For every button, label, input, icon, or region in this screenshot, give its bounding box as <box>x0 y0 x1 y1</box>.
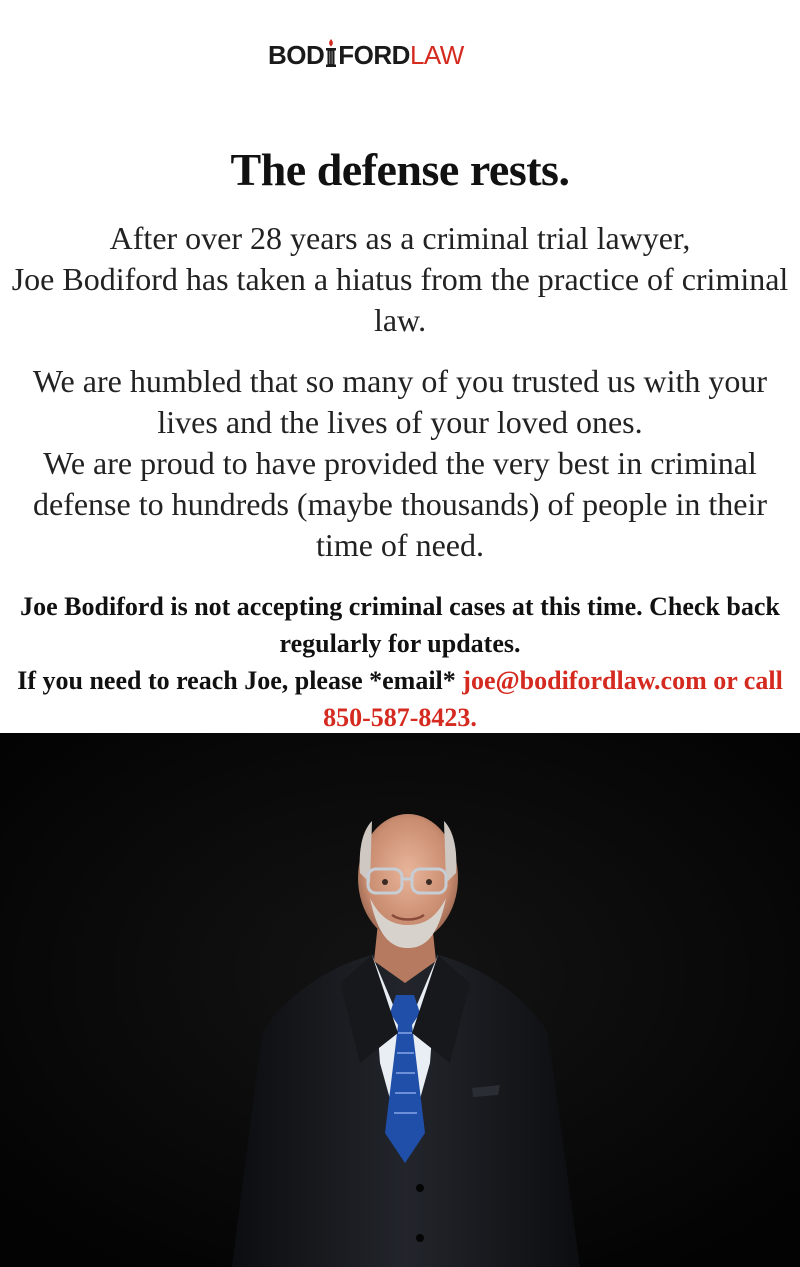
logo-text-bod: BOD <box>268 40 325 70</box>
announcement-section <box>0 140 800 736</box>
portrait-photo <box>0 733 800 1267</box>
gratitude-line-2: We are proud to have provided the very best in criminal defense to hundreds (maybe thousands) of people in their time of need. <box>32 445 767 563</box>
notice-line-2-prefix: If you need to reach Joe, please *email* <box>17 666 463 695</box>
bodiford-law-logo[interactable] <box>268 26 534 68</box>
hiatus-paragraph <box>0 218 800 341</box>
logo-text-ford: FORD <box>338 40 410 70</box>
portrait-illustration <box>0 733 800 1267</box>
torch-pillar-icon <box>325 38 337 68</box>
hiatus-line-1: After over 28 years as a criminal trial lawyer, <box>109 220 691 256</box>
notice-line-1: Joe Bodiford is not accepting criminal cases at this time. Check back regularly for updates. <box>20 592 780 658</box>
site-header <box>0 0 800 120</box>
gratitude-paragraph <box>0 361 800 566</box>
logo-text-law: LAW <box>409 40 464 70</box>
hiatus-line-2: Joe Bodiford has taken a hiatus from the practice of criminal law. <box>11 261 789 338</box>
not-accepting-notice <box>0 588 800 736</box>
phone-link[interactable]: 850-587-8423. <box>323 703 477 732</box>
gratitude-line-1: We are humbled that so many of you trusted us with your lives and the lives of your loved ones. <box>32 363 768 440</box>
page-title: The defense rests. <box>230 144 570 195</box>
email-link[interactable]: joe@bodifordlaw.com <box>462 666 707 695</box>
notice-line-2-mid: or call <box>706 666 783 695</box>
